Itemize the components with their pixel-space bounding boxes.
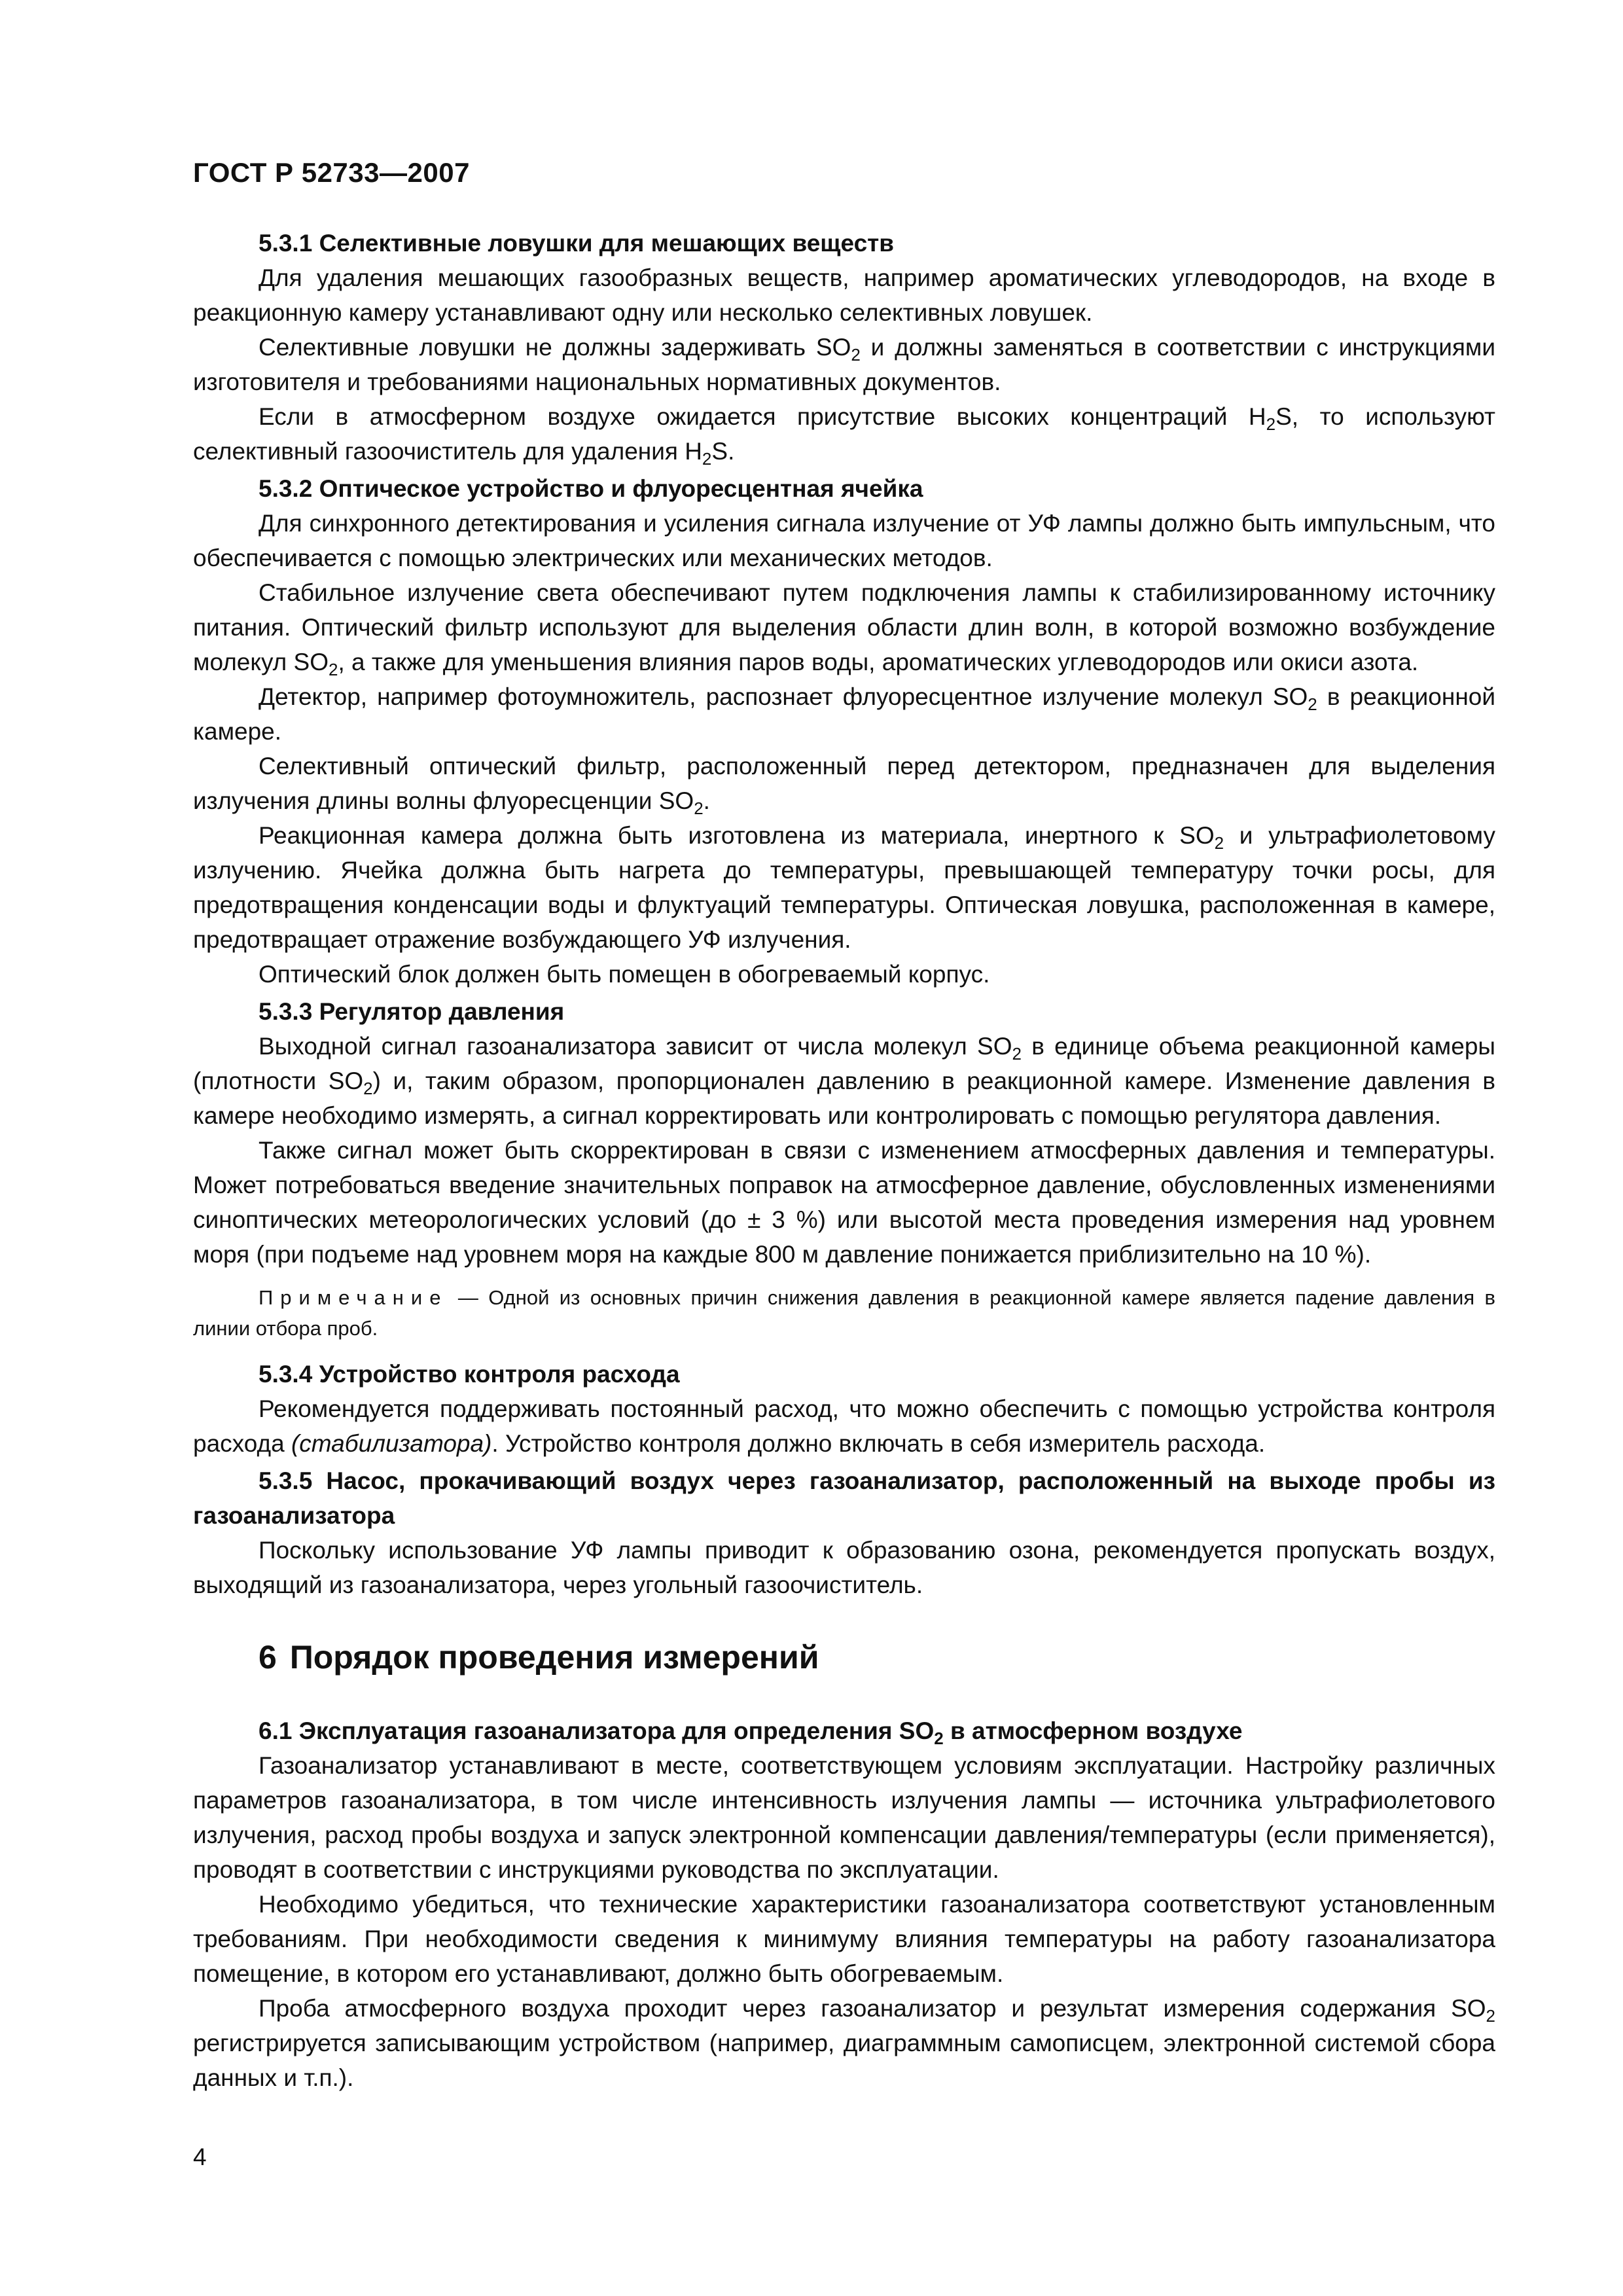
document-body — [193, 226, 1495, 2095]
paragraph: Необходимо убедиться, что технические характеристики газоанализатора соответствуют установленным требованиям. При необходимости сведения к минимуму влияния температуры на работу газоанализатора помещение, в котором его устанавливают, должно быть обогреваемым. — [193, 1891, 1495, 1987]
paragraph: Стабильное излучение света обеспечивают путем подключения лампы к стабилизированному источнику питания. Оптический фильтр используют для выделения области длин волн, в которой возможно возбуждение молекул $SO_2$, а также для уменьшения влияния паров воды, ароматических углеводородов или окиси азота. — [193, 579, 1495, 679]
section-5-3-3-title: 5.3.3 Регулятор давления — [259, 998, 565, 1025]
paragraph: Газоанализатор устанавливают в месте, соответствующем условиям эксплуатации. Настройку различных параметров газоанализатора, в том числе интенсивность излучения лампы — источника ультрафиолетового излучения, расход пробы воздуха и запуск электронной компенсации давления/температуры (если применяется), проводят в соответствии с инструкциями руководства по эксплуатации. — [193, 1752, 1495, 1883]
paragraph: Если в атмосферном воздухе ожидается присутствие высоких концентраций $H_2S$, то используют селективный газоочиститель для удаления $H_2S$. — [193, 403, 1495, 469]
section-5-3-2-title: 5.3.2 Оптическое устройство и флуоресцентная ячейка — [259, 475, 923, 502]
note-label: Примечание — [259, 1286, 448, 1309]
paragraph: Поскольку использование УФ лампы приводит к образованию озона, рекомендуется пропускать воздух, выходящий из газоанализатора, через угольный газоочиститель. — [193, 1537, 1495, 1598]
paragraph: Реакционная камера должна быть изготовлена из материала, инертного к $SO_2$ и ультрафиолетовому излучению. Ячейка должна быть нагрета до температуры, превышающей температуру точки росы, для предотвращения конденсации воды и флуктуаций температуры. Оптическая ловушка, расположенная в камере, предотвращает отражение возбуждающего УФ излучения. — [193, 822, 1495, 953]
paragraph: Выходной сигнал газоанализатора зависит от числа молекул $SO_2$ в единице объема реакционной камеры (плотности $SO_2$) и, таким образом, пропорционален давлению в реакционной камере. Изменение давления в камере необходимо измерять, а сигнал корректировать или контролировать с помощью регулятора давления. — [193, 1033, 1496, 1129]
note: Примечание — Одной из основных причин снижения давления в реакционной камере является падение давления в линии отбора проб. — [193, 1286, 1495, 1340]
document-header: ГОСТ Р 52733—2007 — [193, 157, 470, 188]
section-5-3-4-title: 5.3.4 Устройство контроля расхода — [259, 1361, 680, 1388]
paragraph: Для удаления мешающих газообразных веществ, например ароматических углеводородов, на входе в реакционную камеру устанавливают одну или несколько селективных ловушек. — [193, 264, 1495, 326]
page-number: 4 — [193, 2144, 207, 2170]
paragraph: Для синхронного детектирования и усиления сигнала излучение от УФ лампы должно быть импульсным, что обеспечивается с помощью электрических или механических методов. — [193, 510, 1495, 571]
paragraph: Также сигнал может быть скорректирован в связи с изменением атмосферных давления и температуры. Может потребоваться введение значительных поправок на атмосферное давление, обусловленных изменениями синоптических метеорологических условий (до ± 3 %) или высотой места проведения измерения над уровнем моря (при подъеме над уровнем моря на каждые 800 м давление понижается приблизительно на 10 %). — [193, 1137, 1495, 1268]
section-5-3-1-title: 5.3.1 Селективные ловушки для мешающих веществ — [259, 230, 895, 257]
section-5-3-5-title: 5.3.5 Насос, прокачивающий воздух через газоанализатор, расположенный на выходе пробы из газоанализатора — [193, 1467, 1495, 1529]
section-6-title: 6 Порядок проведения измерений — [259, 1639, 819, 1676]
paragraph: Оптический блок должен быть помещен в обогреваемый корпус. — [259, 961, 990, 988]
paragraph: Рекомендуется поддерживать постоянный расход, что можно обеспечить с помощью устройства контроля расхода (стабилизатора). Устройство контроля должно включать в себя измеритель расхода. — [193, 1395, 1495, 1457]
paragraph: Детектор, например фотоумножитель, распознает флуоресцентное излучение молекул $SO_2$ в реакционной камере. — [193, 683, 1495, 745]
paragraph: Проба атмосферного воздуха проходит через газоанализатор и результат измерения содержания $SO_2$ регистрируется записывающим устройством (например, диаграммным самописцем, электронной системой сбора данных и т.п.). — [193, 1995, 1495, 2091]
paragraph: Селективный оптический фильтр, расположенный перед детектором, предназначен для выделения излучения длины волны флуоресценции $SO_2$. — [193, 753, 1495, 818]
section-6-1-title: 6.1 Эксплуатация газоанализатора для определения $SO_2$ в атмосферном воздухе — [259, 1717, 1243, 1748]
paragraph: Селективные ловушки не должны задерживать $SO_2$ и должны заменяться в соответствии с инструкциями изготовителя и требованиями национальных нормативных документов. — [193, 334, 1495, 395]
